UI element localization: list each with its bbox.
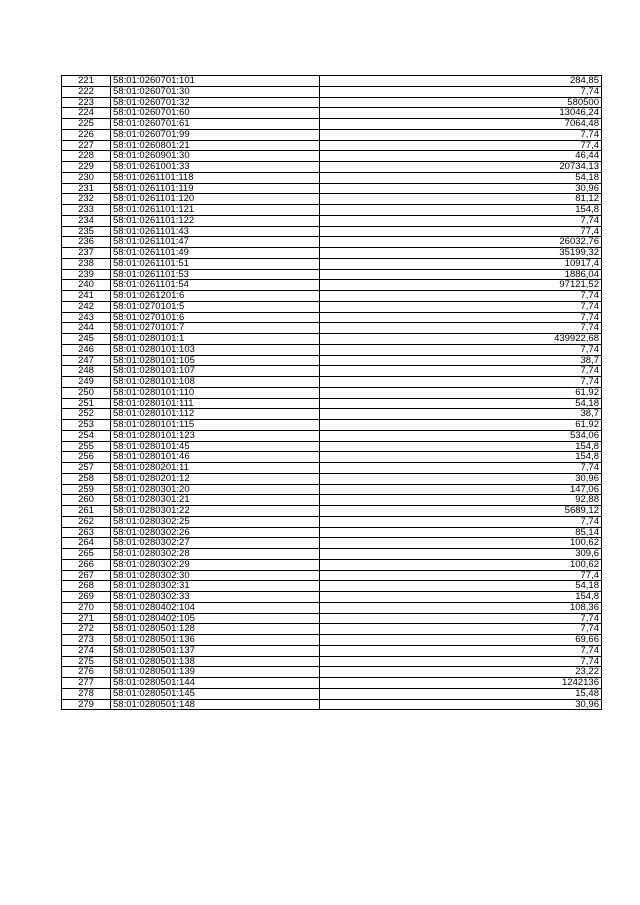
cadastral-number-cell: 58:01:0261101:118 [111, 172, 320, 183]
value-cell: 30,96 [320, 699, 602, 710]
cadastral-number-cell: 58:01:0280501:145 [111, 688, 320, 699]
cadastral-number-cell: 58:01:0280101:112 [111, 409, 320, 420]
cadastral-number-cell: 58:01:0261101:47 [111, 237, 320, 248]
value-cell: 284,85 [320, 76, 602, 87]
row-number-cell: 223 [62, 97, 111, 108]
cadastral-number-cell: 58:01:0280302:31 [111, 581, 320, 592]
table-row [62, 162, 602, 173]
cadastral-number-cell: 58:01:0280302:26 [111, 527, 320, 538]
row-number-cell: 263 [62, 527, 111, 538]
value-cell: 15,48 [320, 688, 602, 699]
cadastral-number-cell: 58:01:0260701:101 [111, 76, 320, 87]
row-number-cell: 270 [62, 602, 111, 613]
table-row [62, 76, 602, 87]
value-cell: 7,74 [320, 366, 602, 377]
cadastral-number-cell: 58:01:0261101:51 [111, 258, 320, 269]
table-row [62, 323, 602, 334]
table-row [62, 559, 602, 570]
cadastral-number-cell: 58:01:0270101:7 [111, 323, 320, 334]
row-number-cell: 277 [62, 678, 111, 689]
value-cell: 580500 [320, 97, 602, 108]
value-cell: 154,8 [320, 205, 602, 216]
cadastral-number-cell: 58:01:0280101:103 [111, 344, 320, 355]
cadastral-number-cell: 58:01:0280201:12 [111, 473, 320, 484]
value-cell: 61,92 [320, 387, 602, 398]
cadastral-number-cell: 58:01:0280501:128 [111, 624, 320, 635]
row-number-cell: 268 [62, 581, 111, 592]
table-row [62, 301, 602, 312]
value-cell: 7,74 [320, 463, 602, 474]
table-row [62, 645, 602, 656]
table-row [62, 398, 602, 409]
table-row [62, 97, 602, 108]
row-number-cell: 240 [62, 280, 111, 291]
row-number-cell: 224 [62, 108, 111, 119]
value-cell: 1886,04 [320, 269, 602, 280]
table-row [62, 86, 602, 97]
table-row [62, 570, 602, 581]
cadastral-number-cell: 58:01:0280302:28 [111, 549, 320, 560]
value-cell: 54,18 [320, 398, 602, 409]
value-cell: 26032,76 [320, 237, 602, 248]
row-number-cell: 236 [62, 237, 111, 248]
cadastral-number-cell: 58:01:0260701:99 [111, 129, 320, 140]
value-cell: 85,14 [320, 527, 602, 538]
row-number-cell: 234 [62, 215, 111, 226]
table-row [62, 441, 602, 452]
value-cell: 35199,32 [320, 248, 602, 259]
row-number-cell: 225 [62, 119, 111, 130]
row-number-cell: 260 [62, 495, 111, 506]
cadastral-number-cell: 58:01:0261101:122 [111, 215, 320, 226]
table-row [62, 258, 602, 269]
table-row [62, 678, 602, 689]
row-number-cell: 249 [62, 377, 111, 388]
value-cell: 7064,48 [320, 119, 602, 130]
cadastral-number-cell: 58:01:0280101:115 [111, 420, 320, 431]
row-number-cell: 232 [62, 194, 111, 205]
table-row [62, 420, 602, 431]
value-cell: 108,36 [320, 602, 602, 613]
value-cell: 534,06 [320, 430, 602, 441]
table-row [62, 119, 602, 130]
row-number-cell: 242 [62, 301, 111, 312]
cadastral-number-cell: 58:01:0280301:22 [111, 506, 320, 517]
row-number-cell: 274 [62, 645, 111, 656]
cadastral-number-cell: 58:01:0260701:32 [111, 97, 320, 108]
row-number-cell: 265 [62, 549, 111, 560]
row-number-cell: 278 [62, 688, 111, 699]
cadastral-number-cell: 58:01:0280302:33 [111, 592, 320, 603]
row-number-cell: 248 [62, 366, 111, 377]
value-cell: 46,44 [320, 151, 602, 162]
table-row [62, 409, 602, 420]
row-number-cell: 241 [62, 291, 111, 302]
row-number-cell: 239 [62, 269, 111, 280]
row-number-cell: 276 [62, 667, 111, 678]
table-row [62, 613, 602, 624]
value-cell: 7,74 [320, 291, 602, 302]
cadastral-number-cell: 58:01:0280501:136 [111, 635, 320, 646]
value-cell: 7,74 [320, 377, 602, 388]
cadastral-number-cell: 58:01:0260701:30 [111, 86, 320, 97]
row-number-cell: 254 [62, 430, 111, 441]
value-cell: 7,74 [320, 312, 602, 323]
value-cell: 81,12 [320, 194, 602, 205]
cadastral-number-cell: 58:01:0261101:54 [111, 280, 320, 291]
row-number-cell: 253 [62, 420, 111, 431]
row-number-cell: 237 [62, 248, 111, 259]
table-row [62, 205, 602, 216]
cadastral-number-cell: 58:01:0280501:137 [111, 645, 320, 656]
cadastral-number-cell: 58:01:0280302:25 [111, 516, 320, 527]
row-number-cell: 222 [62, 86, 111, 97]
value-cell: 77,4 [320, 226, 602, 237]
value-cell: 7,74 [320, 215, 602, 226]
table-row [62, 344, 602, 355]
cadastral-number-cell: 58:01:0261101:121 [111, 205, 320, 216]
table-row [62, 334, 602, 345]
row-number-cell: 256 [62, 452, 111, 463]
table-row [62, 312, 602, 323]
value-cell: 7,74 [320, 301, 602, 312]
table-row [62, 463, 602, 474]
row-number-cell: 267 [62, 570, 111, 581]
table-row [62, 688, 602, 699]
row-number-cell: 261 [62, 506, 111, 517]
value-cell: 7,74 [320, 516, 602, 527]
value-cell: 154,8 [320, 452, 602, 463]
row-number-cell: 226 [62, 129, 111, 140]
table-row [62, 172, 602, 183]
value-cell: 23,22 [320, 667, 602, 678]
row-number-cell: 238 [62, 258, 111, 269]
value-cell: 154,8 [320, 592, 602, 603]
cadastral-number-cell: 58:01:0261201:6 [111, 291, 320, 302]
value-cell: 1242136 [320, 678, 602, 689]
table-row [62, 151, 602, 162]
cadastral-number-cell: 58:01:0280101:108 [111, 377, 320, 388]
value-cell: 100,62 [320, 559, 602, 570]
table-row [62, 581, 602, 592]
value-cell: 54,18 [320, 581, 602, 592]
cadastral-number-cell: 58:01:0261101:43 [111, 226, 320, 237]
cadastral-number-cell: 58:01:0260701:61 [111, 119, 320, 130]
row-number-cell: 272 [62, 624, 111, 635]
value-cell: 97121,52 [320, 280, 602, 291]
table-row [62, 635, 602, 646]
cadastral-number-cell: 58:01:0280402:105 [111, 613, 320, 624]
row-number-cell: 273 [62, 635, 111, 646]
cadastral-number-cell: 58:01:0280101:111 [111, 398, 320, 409]
table-row [62, 452, 602, 463]
row-number-cell: 235 [62, 226, 111, 237]
cadastral-number-cell: 58:01:0280101:110 [111, 387, 320, 398]
row-number-cell: 227 [62, 140, 111, 151]
row-number-cell: 228 [62, 151, 111, 162]
value-cell: 7,74 [320, 656, 602, 667]
value-cell: 77,4 [320, 570, 602, 581]
row-number-cell: 221 [62, 76, 111, 87]
value-cell: 92,88 [320, 495, 602, 506]
table-row [62, 194, 602, 205]
table-row [62, 699, 602, 710]
cadastral-number-cell: 58:01:0280201:11 [111, 463, 320, 474]
table-row [62, 129, 602, 140]
cadastral-number-cell: 58:01:0280101:107 [111, 366, 320, 377]
table-row [62, 269, 602, 280]
value-cell: 439922,68 [320, 334, 602, 345]
value-cell: 38,7 [320, 355, 602, 366]
value-cell: 20734,13 [320, 162, 602, 173]
cadastral-number-cell: 58:01:0280501:148 [111, 699, 320, 710]
table-row [62, 667, 602, 678]
value-cell: 13046,24 [320, 108, 602, 119]
table-row [62, 527, 602, 538]
cadastral-number-cell: 58:01:0280301:20 [111, 484, 320, 495]
row-number-cell: 262 [62, 516, 111, 527]
table-row [62, 592, 602, 603]
table-row [62, 538, 602, 549]
table-row [62, 602, 602, 613]
row-number-cell: 275 [62, 656, 111, 667]
row-number-cell: 244 [62, 323, 111, 334]
row-number-cell: 279 [62, 699, 111, 710]
value-cell: 154,8 [320, 441, 602, 452]
cadastral-number-cell: 58:01:0261101:53 [111, 269, 320, 280]
cadastral-number-cell: 58:01:0260901:30 [111, 151, 320, 162]
cadastral-number-cell: 58:01:0280501:138 [111, 656, 320, 667]
table-row [62, 183, 602, 194]
table-row [62, 377, 602, 388]
table-row [62, 495, 602, 506]
cadastral-number-cell: 58:01:0280101:105 [111, 355, 320, 366]
table-row [62, 291, 602, 302]
table-row [62, 473, 602, 484]
table-row [62, 484, 602, 495]
row-number-cell: 271 [62, 613, 111, 624]
row-number-cell: 233 [62, 205, 111, 216]
row-number-cell: 251 [62, 398, 111, 409]
table-row [62, 506, 602, 517]
cadastral-number-cell: 58:01:0261101:49 [111, 248, 320, 259]
row-number-cell: 246 [62, 344, 111, 355]
cadastral-number-cell: 58:01:0261001:33 [111, 162, 320, 173]
table-row [62, 215, 602, 226]
table-row [62, 549, 602, 560]
table-row [62, 108, 602, 119]
cadastral-number-cell: 58:01:0280501:139 [111, 667, 320, 678]
table-row [62, 280, 602, 291]
value-cell: 7,74 [320, 613, 602, 624]
value-cell: 7,74 [320, 624, 602, 635]
cadastral-number-cell: 58:01:0280301:21 [111, 495, 320, 506]
row-number-cell: 230 [62, 172, 111, 183]
row-number-cell: 259 [62, 484, 111, 495]
row-number-cell: 269 [62, 592, 111, 603]
cadastral-number-cell: 58:01:0261101:120 [111, 194, 320, 205]
value-cell: 30,96 [320, 473, 602, 484]
value-cell: 61,92 [320, 420, 602, 431]
cadastral-number-cell: 58:01:0260701:60 [111, 108, 320, 119]
row-number-cell: 257 [62, 463, 111, 474]
value-cell: 7,74 [320, 86, 602, 97]
cadastral-number-cell: 58:01:0261101:119 [111, 183, 320, 194]
row-number-cell: 231 [62, 183, 111, 194]
cadastral-number-cell: 58:01:0280402:104 [111, 602, 320, 613]
value-cell: 7,74 [320, 129, 602, 140]
table-row [62, 387, 602, 398]
row-number-cell: 245 [62, 334, 111, 345]
row-number-cell: 252 [62, 409, 111, 420]
cadastral-number-cell: 58:01:0280501:144 [111, 678, 320, 689]
row-number-cell: 266 [62, 559, 111, 570]
value-cell: 69,66 [320, 635, 602, 646]
table-row [62, 237, 602, 248]
value-cell: 7,74 [320, 645, 602, 656]
row-number-cell: 264 [62, 538, 111, 549]
row-number-cell: 247 [62, 355, 111, 366]
table-row [62, 366, 602, 377]
value-cell: 7,74 [320, 344, 602, 355]
table-body [62, 76, 602, 710]
table-row [62, 355, 602, 366]
table-row [62, 624, 602, 635]
value-cell: 10917,4 [320, 258, 602, 269]
table-row [62, 516, 602, 527]
value-cell: 30,96 [320, 183, 602, 194]
cadastral-number-cell: 58:01:0270101:6 [111, 312, 320, 323]
table-row [62, 656, 602, 667]
row-number-cell: 250 [62, 387, 111, 398]
value-cell: 5689,12 [320, 506, 602, 517]
value-cell: 54,18 [320, 172, 602, 183]
value-cell: 309,6 [320, 549, 602, 560]
cadastral-number-cell: 58:01:0280101:45 [111, 441, 320, 452]
cadastral-number-cell: 58:01:0280302:27 [111, 538, 320, 549]
cadastral-number-cell: 58:01:0280101:46 [111, 452, 320, 463]
cadastral-number-cell: 58:01:0270101:5 [111, 301, 320, 312]
cadastral-number-cell: 58:01:0280302:29 [111, 559, 320, 570]
table-row [62, 140, 602, 151]
row-number-cell: 229 [62, 162, 111, 173]
row-number-cell: 255 [62, 441, 111, 452]
cadastral-number-cell: 58:01:0260801:21 [111, 140, 320, 151]
value-cell: 7,74 [320, 323, 602, 334]
value-cell: 77,4 [320, 140, 602, 151]
table-row [62, 226, 602, 237]
cadastral-number-cell: 58:01:0280302:30 [111, 570, 320, 581]
cadastral-number-cell: 58:01:0280101:123 [111, 430, 320, 441]
value-cell: 38,7 [320, 409, 602, 420]
row-number-cell: 243 [62, 312, 111, 323]
value-cell: 100,62 [320, 538, 602, 549]
value-cell: 147,06 [320, 484, 602, 495]
row-number-cell: 258 [62, 473, 111, 484]
cadastral-table [61, 75, 602, 710]
table-row [62, 248, 602, 259]
table-row [62, 430, 602, 441]
cadastral-number-cell: 58:01:0280101:1 [111, 334, 320, 345]
